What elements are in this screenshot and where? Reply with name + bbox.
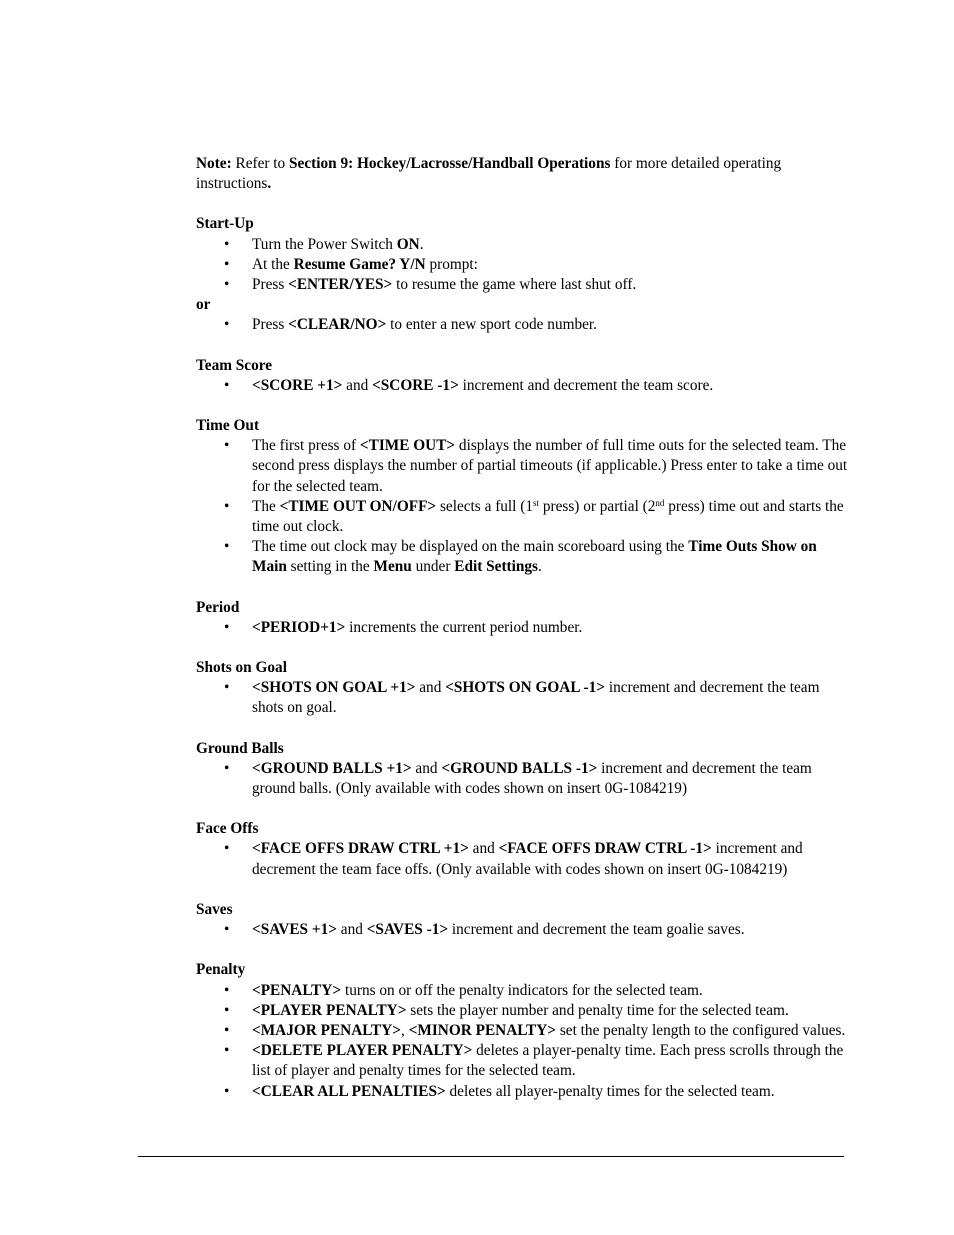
note-paragraph <box>196 154 848 194</box>
document-body <box>196 154 848 1102</box>
saves-list <box>196 920 848 940</box>
list-item: • <GROUND BALLS +1> and <GROUND BALLS -1> increment and decrement the team ground balls. (Only available with codes shown on insert 0G-1084219) <box>196 759 848 799</box>
heading-start-up: Start-Up <box>196 215 254 233</box>
heading-period: Period <box>196 598 240 616</box>
note-text: Refer to <box>231 155 290 172</box>
list-item: • Press <CLEAR/NO> to enter a new sport code number. <box>196 315 848 335</box>
ground-balls-list <box>196 759 848 799</box>
or-separator: or <box>196 296 211 314</box>
list-item: • <SAVES +1> and <SAVES -1> increment and decrement the team goalie saves. <box>196 920 848 940</box>
list-item: • <MAJOR PENALTY>, <MINOR PENALTY> set the penalty length to the configured values. <box>196 1021 848 1041</box>
shots-list <box>196 678 848 718</box>
list-item: • <SHOTS ON GOAL +1> and <SHOTS ON GOAL -1> increment and decrement the team shots on goal. <box>196 678 848 718</box>
heading-team-score: Team Score <box>196 356 273 374</box>
startup-list <box>196 235 848 296</box>
footer-rule <box>138 1156 844 1157</box>
period-list <box>196 618 848 638</box>
list-item: • <FACE OFFS DRAW CTRL +1> and <FACE OFFS DRAW CTRL -1> increment and decrement the team face offs. (Only available with codes shown on insert 0G-1084219) <box>196 839 848 879</box>
list-item: • <CLEAR ALL PENALTIES> deletes all player-penalty times for the selected team. <box>196 1082 848 1102</box>
heading-face-offs: Face Offs <box>196 820 259 838</box>
list-item: • Turn the Power Switch ON. <box>196 235 848 255</box>
list-item: • <DELETE PLAYER PENALTY> deletes a player-penalty time. Each press scrolls through the list of player and penalty times for the selected team. <box>196 1041 848 1081</box>
startup-list-alt <box>196 315 848 335</box>
team-score-list <box>196 376 848 396</box>
list-item: • The time out clock may be displayed on the main scoreboard using the Time Outs Show on Main setting in the Menu under Edit Settings. <box>196 537 848 577</box>
list-item: • Press <ENTER/YES> to resume the game where last shut off. <box>196 275 848 295</box>
note-label: Note: <box>196 155 232 172</box>
penalty-list <box>196 981 848 1102</box>
heading-ground-balls: Ground Balls <box>196 739 284 757</box>
list-item: • <PENALTY> turns on or off the penalty indicators for the selected team. <box>196 981 848 1001</box>
heading-saves: Saves <box>196 900 233 918</box>
heading-shots-on-goal: Shots on Goal <box>196 659 287 677</box>
time-out-list <box>196 436 848 577</box>
list-item: • The first press of <TIME OUT> displays the number of full time outs for the selected team. The second press displays the number of partial timeouts (if applicable.) Press enter to take a time out for the selected team. <box>196 436 848 497</box>
list-item: • At the Resume Game? Y/N prompt: <box>196 255 848 275</box>
list-item: • <PERIOD+1> increments the current period number. <box>196 618 848 638</box>
note-end: . <box>267 175 272 193</box>
list-item: • <SCORE +1> and <SCORE -1> increment and decrement the team score. <box>196 376 848 396</box>
section-reference: Section 9: Hockey/Lacrosse/Handball Operations <box>289 155 611 172</box>
face-offs-list <box>196 839 848 879</box>
note-text: for more detailed operating instructions <box>196 155 782 193</box>
heading-time-out: Time Out <box>196 417 260 435</box>
list-item: • <PLAYER PENALTY> sets the player number and penalty time for the selected team. <box>196 1001 848 1021</box>
list-item: • The <TIME OUT ON/OFF> selects a full (1st press) or partial (2nd press) time out and starts the time out clock. <box>196 497 848 537</box>
heading-penalty: Penalty <box>196 961 246 979</box>
